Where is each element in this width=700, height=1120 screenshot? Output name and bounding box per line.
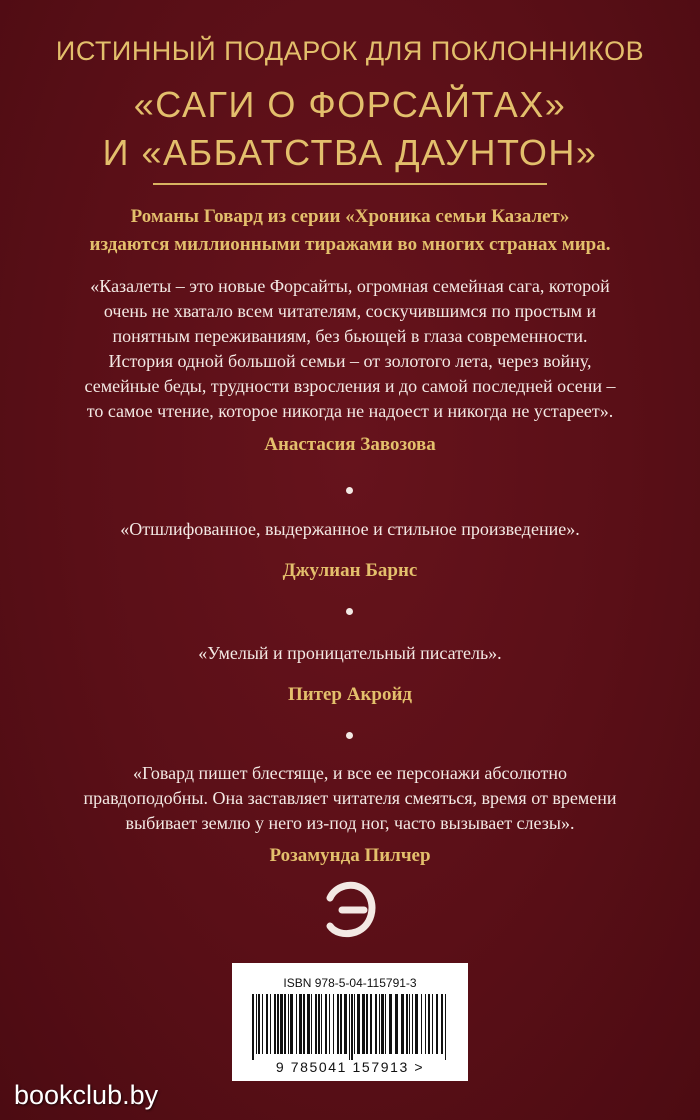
review-4-line-2: правдоподобны. Она заставляет читателя смеяться, время от времени — [83, 788, 617, 808]
watermark-text: bookclub.by — [14, 1080, 159, 1110]
review-1-line-2: очень не хватало всем читателям, соскучившимся по простым и — [103, 301, 597, 321]
barcode-digits: 9 785041 157913 > — [275, 1059, 425, 1075]
review-4-line-3: выбивает землю у него из-под ног, часто вызывает слезы». — [125, 813, 575, 833]
separator-bullet-2 — [346, 608, 353, 615]
separator-bullet-1 — [346, 487, 353, 494]
headline-line-2: «САГИ О ФОРСАЙТАХ» — [133, 84, 567, 125]
review-2-line-1: «Отшлифованное, выдержанное и стильное произведение». — [120, 519, 580, 539]
review-4-author: Розамунда Пилчер — [269, 845, 431, 866]
barcode-icon — [250, 994, 450, 1060]
review-2-author: Джулиан Барнс — [282, 560, 418, 581]
headline-line-1: ИСТИННЫЙ ПОДАРОК ДЛЯ ПОКЛОННИКОВ — [55, 36, 645, 66]
review-1-line-1: «Казалеты – это новые Форсайты, огромная семейная сага, которой — [90, 276, 610, 296]
intro-line-1: Романы Говард из серии «Хроника семьи Казалет» — [130, 206, 570, 227]
review-1-line-3: понятным переживаниям, без бьющей в глаза современности. — [112, 326, 588, 346]
review-3-line-1: «Умелый и проницательный писатель». — [198, 643, 502, 663]
review-3-author: Питер Акройд — [287, 684, 413, 705]
eksmo-logo-icon — [322, 878, 378, 940]
review-1-line-5: семейные беды, трудности взросления и до самой последней осени – — [84, 376, 616, 396]
intro-line-2: издаются миллионными тиражами во многих странах мира. — [89, 234, 611, 255]
review-1-line-6: то самое чтение, которое никогда не надоест и никогда не устареет». — [86, 401, 614, 421]
headline-line-3: И «АББАТСТВА ДАУНТОН» — [102, 132, 598, 173]
review-1-author: Анастасия Завозова — [264, 434, 436, 455]
isbn-label: ISBN 978-5-04-115791-3 — [283, 976, 417, 990]
gold-divider — [153, 183, 547, 185]
review-1-line-4: История одной большой семьи – от золотого лета, через войну, — [108, 351, 592, 371]
barcode-panel — [232, 963, 468, 1081]
separator-bullet-3 — [346, 732, 353, 739]
review-4-line-1: «Говард пишет блестяще, и все ее персонажи абсолютно — [133, 763, 567, 783]
